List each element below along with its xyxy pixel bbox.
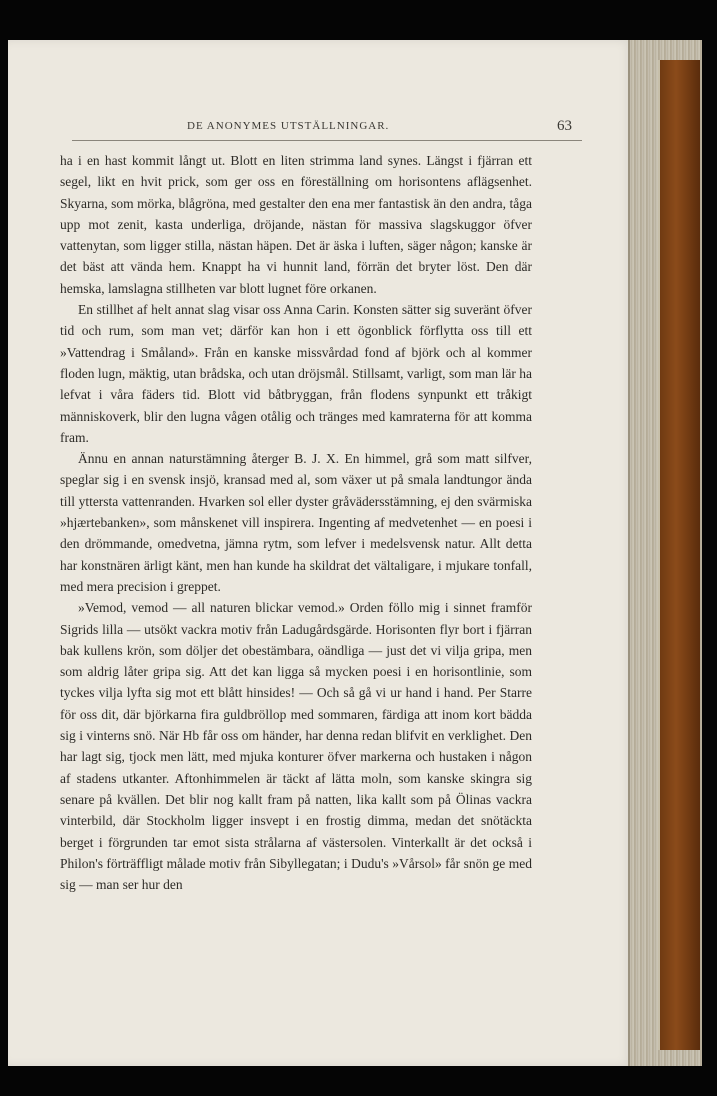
running-title: DE ANONYMES UTSTÄLLNINGAR. xyxy=(187,120,390,132)
paragraph-4: »Vemod, vemod — all naturen blickar vemod.» Orden föllo mig i sinnet framför Sigrids lilla — utsökt vackra motiv från Ladugårdsgärde. Horisonten flyr bort i fjärran bak kullens krön, som döljer det obestämbara, oändliga — just det vi vilja gripa, men som aldrig låter gripa sig. Att det kan ligga så mycken poesi i en horisontlinie, som tyckes vilja lyfta sig mot ett blått hinsides! — Och så gå vi ur hand i hand. Per Starre för oss dit, där björkarna fira guldbröllop med sommaren, färdiga att inom kort bädda sig i vinterns snö. När Hb får oss om händer, har denna redan blifvit en verklighet. Den har lagt sig, tjock men lätt, med mjuka konturer öfver markerna och hustaken i någon af stadens utkanter. Aftonhimmelen är täckt af lätta moln, som kanske skingra sig senare på kvällen. Det blir nog kallt fram på natten, lika kallt som på Ölinas vackra vinterbild, där Stockholm ligger insvept i en frostig dimma, medan det snötäckta berget i förgrunden tar emot sista strålarna af västersolen. Vinterkallt är det också i Philon's förträffligt målade motiv från Sibyllegatan; i Dudu's »Vårsol» får snön ge med sig — man ser hur den xyxy=(60,600,532,893)
book-page-edges xyxy=(628,40,702,1066)
paragraph-3: Ännu en annan naturstämning återger B. J. X. En himmel, grå som matt silfver, speglar sig i en svensk insjö, kransad med al, som växer ut på smala landtungor ända till yttersta vattenranden. Hvarken sol eller dyster gråvädersstämning, ej den svärmiska »hjærtebanken», som månskenet vill inspirera. Ingenting af medvetenhet — en poesi i den drömmande, omedvetna, jämna rytm, som lefver i medelsvensk natur. Allt detta har konstnären ärligt känt, men han kunde ha skildrat det vältaligare, i mjukare tonfall, med mera precision i greppet. xyxy=(60,451,532,594)
paragraph-2: En stillhet af helt annat slag visar oss Anna Carin. Konsten sätter sig suveränt öfver tid och rum, som man vet; därför kan hon i ett ögonblick förflytta oss till ett »Vattendrag i Småland». Från en kanske missvårdad fond af björk och al kommer floden lugn, mäktig, utan brådska, och utan dröjsmål. Stillsamt, varligt, som man lär ha lefvat i våra fäders tid. Blott vid båtbryggan, från flodens synpunkt ett tråkigt människoverk, blir den lugna vågen otålig och tränges med kamraterna för att komma fram. xyxy=(60,302,532,445)
paragraph-1: ha i en hast kommit långt ut. Blott en liten strimma land synes. Längst i fjärran ett segel, likt en hvit prick, som ger oss en föreställning om horisontens aflägsenhet. Skyarna, som mörka, blågröna, med gestalter den ena mer fantastisk än den andra, tåga upp mot zenit, kasta underliga, dröjande, nästan för massiva slagskuggor öfver vattenytan, som ligger stilla, nästan häpen. Det är äska i luften, säger någon; kanske är det bäst att vända hem. Knappt ha vi hunnit land, förrän det bryter löst. Den där hemska, lamslagna stillheten var blott lugnet före orkanen. xyxy=(60,153,532,296)
running-header xyxy=(72,118,582,141)
body-text xyxy=(60,150,532,895)
page-number: 63 xyxy=(557,118,572,134)
book-cover-edge xyxy=(658,60,700,1050)
